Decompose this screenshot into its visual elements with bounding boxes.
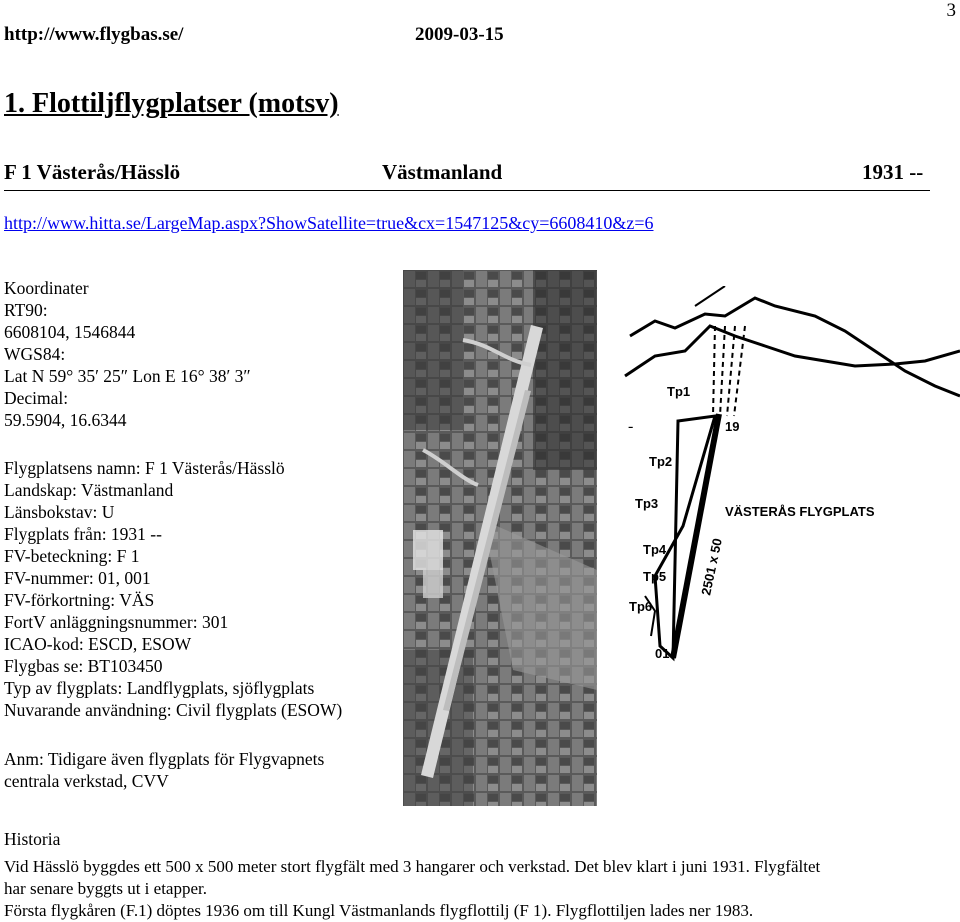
sketch-label-runway-dims: 2501 x 50 [698, 536, 725, 597]
section-title: 1. Flottiljflygplatser (motsv) [4, 88, 339, 119]
sketch-label-rwy01: 01 [655, 646, 670, 661]
coord-line: WGS84: [4, 344, 66, 364]
runway [673, 414, 719, 658]
history-block [4, 856, 944, 922]
fact-line: FV-beteckning: F 1 [4, 546, 140, 566]
road [625, 326, 960, 376]
coord-line: Lat N 59° 35′ 25″ Lon E 16° 38′ 3″ [4, 366, 251, 386]
airport-county: Västmanland [382, 160, 503, 184]
airport-years: 1931 -- [862, 160, 924, 184]
fact-line: Flygplatsens namn: F 1 Västerås/Hässlö [4, 458, 285, 478]
sketch-label-tp3: Tp3 [635, 496, 659, 511]
approach-line-3 [727, 326, 735, 416]
coord-line: Koordinater [4, 278, 89, 298]
history-line: Första flygkåren (F.1) döptes 1936 om till Kungl Västmanlands flygflottilj (F 1). Flygflottiljen lades ner 1983. [4, 901, 754, 920]
fact-line: FV-nummer: 01, 001 [4, 568, 151, 588]
road-branch [695, 286, 725, 306]
fact-line: Landskap: Västmanland [4, 480, 174, 500]
facts-block [4, 457, 342, 721]
history-line: Vid Hässlö byggdes ett 500 x 500 meter stort flygfält med 3 hangarer och verkstad. Det blev klart i juni 1931. Flygfältet [4, 857, 821, 876]
fact-line: FortV anläggningsnummer: 301 [4, 612, 229, 632]
approach-line-2 [720, 326, 725, 416]
fact-line: Typ av flygplats: Landflygplats, sjöflygplats [4, 678, 315, 698]
airfield-outline [655, 416, 715, 658]
note-line: Anm: Tidigare även flygplats för Flygvapnets [4, 749, 325, 769]
fact-line: ICAO-kod: ESCD, ESOW [4, 634, 192, 654]
fact-line: Nuvarande användning: Civil flygplats (ESOW) [4, 700, 343, 720]
sketch-label-tp2: Tp2 [649, 454, 673, 469]
fact-line: Flygbas se: BT103450 [4, 656, 163, 676]
coord-line: 59.5904, 16.6344 [4, 410, 127, 430]
airfield-sketch [615, 286, 960, 686]
page-number: 3 [946, 0, 956, 21]
fact-line: Flygplats från: 1931 -- [4, 524, 162, 544]
map-link[interactable]: http://www.hitta.se/LargeMap.aspx?ShowSatellite=true&cx=1547125&cy=6608410&z=6 [4, 213, 654, 233]
note-line: centrala verkstad, CVV [4, 771, 169, 791]
shoreline [630, 298, 960, 396]
coordinates-block [4, 277, 251, 431]
stray-dash: - [628, 418, 634, 435]
approach-line-4 [734, 326, 745, 416]
coord-line: RT90: [4, 300, 48, 320]
airport-heading-row [4, 160, 930, 191]
history-line: har senare byggts ut i etapper. [4, 879, 207, 898]
coord-line: 6608104, 1546844 [4, 322, 136, 342]
sketch-label-tp1: Tp1 [667, 384, 691, 399]
sketch-label-rwy19: 19 [725, 419, 740, 434]
sketch-label-tp6: Tp6 [629, 599, 653, 614]
history-heading: Historia [4, 829, 61, 849]
fact-line: Länsbokstav: U [4, 502, 115, 522]
sketch-label-tp4: Tp4 [643, 542, 667, 557]
aerial-photo [403, 270, 597, 806]
fact-line: FV-förkortning: VÄS [4, 590, 155, 610]
sketch-label-tp5: Tp5 [643, 569, 667, 584]
sketch-label-airfield-name: VÄSTERÅS FLYGPLATS [725, 504, 875, 519]
airport-name: F 1 Västerås/Hässlö [4, 160, 181, 184]
coord-line: Decimal: [4, 388, 69, 408]
header-date: 2009-03-15 [415, 24, 504, 45]
site-url: http://www.flygbas.se/ [4, 24, 184, 45]
note-block [4, 748, 324, 792]
aerial-photo-graphic [403, 270, 597, 806]
approach-line-1 [713, 326, 715, 416]
